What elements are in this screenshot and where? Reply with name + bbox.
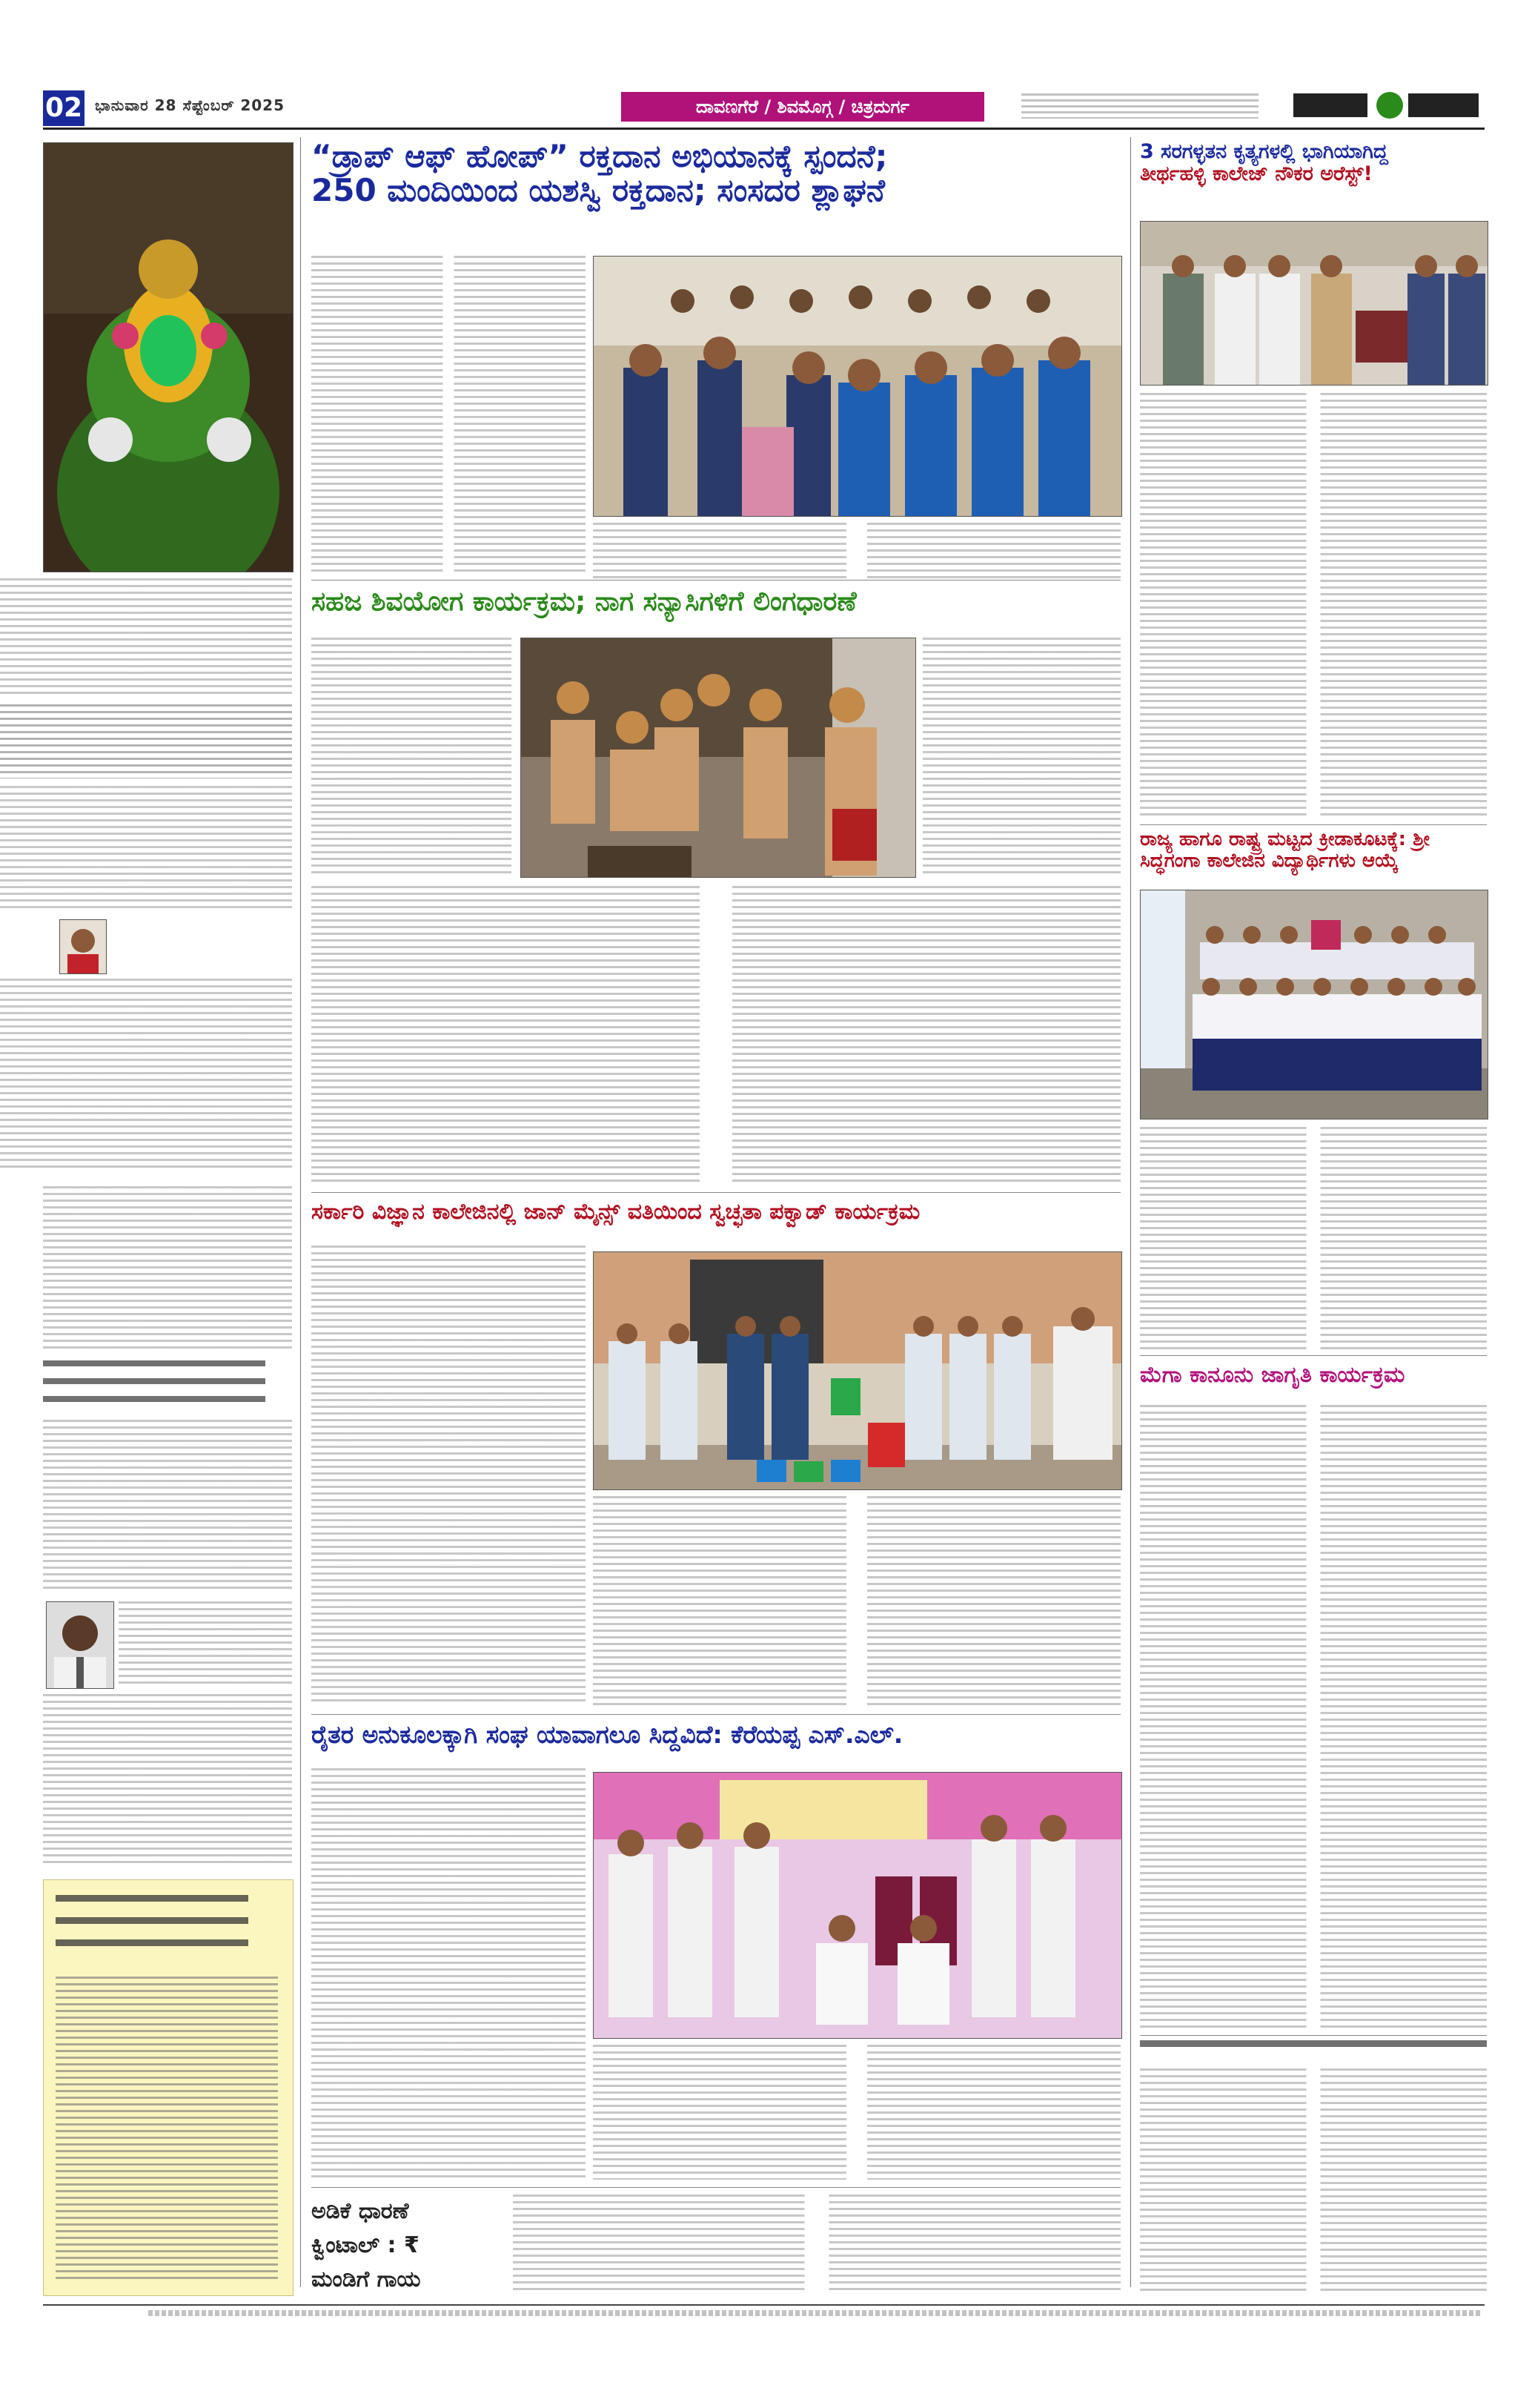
left-article-text-2 [0, 704, 292, 778]
headline-line: 3 ಸರಗಳ್ಳತನ ಕೃತ್ಯಗಳಲ್ಲಿ ಭಾಗಿಯಾಗಿದ್ದ [1140, 140, 1388, 163]
section-rule [1140, 2035, 1487, 2036]
left-article-text-3 [0, 786, 292, 912]
headline-line: “ಡ್ರಾಪ್ ಆಫ್ ಹೋಪ್” ರಕ್ತದಾನ ಅಭಿಯಾನಕ್ಕೆ ಸ್ಪಂದನೆ; [311, 138, 888, 174]
section-rule [1140, 824, 1487, 825]
person-portrait-1 [59, 919, 107, 974]
blood-donation-text [311, 256, 586, 575]
yellow-sidebar-box [43, 1879, 294, 2296]
team-photo-icon [1141, 890, 1488, 1119]
legal-awareness-text [1140, 1405, 1487, 2028]
section-rule [311, 1714, 1121, 1715]
naga-sadhu-photo [520, 638, 916, 878]
left-article-text-1 [0, 578, 292, 697]
headline-line: 250 ಮಂದಿಯಿಂದ ಯಶಸ್ವಿ ರಕ್ತದಾನ; ಸಂಸದರ ಶ್ಲಾಘನೆ [311, 172, 885, 209]
farmers-meeting-photo [593, 1772, 1122, 2039]
masthead-right-text [1021, 93, 1259, 119]
police-arrest-photo [1140, 221, 1488, 386]
left-article-text-4 [0, 979, 292, 1171]
arrest-headline [1140, 141, 1488, 185]
shivayoga-text-3 [311, 886, 1121, 1182]
legal-awareness-headline: ಮೆಗಾ ಕಾನೂನು ಜಾಗೃತಿ ಕಾರ್ಯಕ್ರಮ [1140, 1362, 1405, 1388]
shivayoga-text-1 [311, 638, 511, 875]
farmers-text-2 [593, 2045, 1121, 2180]
region-tag: ದಾವಣಗೆರೆ / ಶಿವಮೊಗ್ಗ / ಚಿತ್ರದುರ್ಗ [621, 92, 984, 122]
date-line: ಭಾನುವಾರ 28 ಸೆಪ್ಟೆಂಬರ್ 2025 [95, 96, 285, 114]
footer-rule [43, 2304, 1485, 2306]
left-article-text-8 [43, 1694, 292, 1865]
arrest-text [1140, 393, 1487, 819]
sadhu-photo-icon [521, 638, 915, 877]
right-bottom-subheadline [1140, 2040, 1487, 2060]
left-article-text-6 [43, 1420, 292, 1590]
headline-line: ರಾಜ್ಯ ಹಾಗೂ ರಾಷ್ಟ್ರ ಮಟ್ಟದ ಕ್ರೀಡಾಕೂಟಕ್ಕೆ: ಶ್ರೀ [1140, 828, 1430, 850]
column-rule-right [1130, 137, 1131, 2287]
shivayoga-headline: ಸಹಜ ಶಿವಯೋಗ ಕಾರ್ಯಕ್ರಮ; ನಾಗ ಸನ್ಯಾಸಿಗಳಿಗೆ ಲಿಂಗಧಾರಣೆ [311, 586, 857, 617]
swachhata-event-photo [593, 1251, 1122, 1490]
section-rule [311, 1192, 1121, 1193]
section-rule [1140, 1355, 1487, 1356]
bottom-center-text [513, 2194, 1121, 2295]
portrait-icon [60, 920, 106, 973]
info-line: ಮಂಡಿಗೆ ಗಾಯ [311, 2266, 421, 2292]
masthead-rule [43, 128, 1485, 130]
swachhata-text-2 [593, 1496, 1121, 1705]
info-line: ಅಡಿಕೆ ಧಾರಣೆ [311, 2198, 409, 2224]
college-sports-team-photo [1140, 890, 1488, 1119]
column-rule-left [300, 137, 301, 2287]
footer-imprint [148, 2310, 1482, 2316]
meeting-photo-icon [594, 1773, 1121, 2038]
person-portrait-2 [46, 1601, 114, 1689]
logo-icon [1293, 89, 1479, 122]
shivayoga-text-2 [923, 638, 1121, 875]
temple-deity-photo [43, 142, 294, 572]
farmers-text-1 [311, 1768, 586, 2180]
newspaper-logo [1293, 89, 1479, 122]
blood-donation-group-photo [593, 256, 1122, 517]
headline-line: ಸಿದ್ಧಗಂಗಾ ಕಾಲೇಜಿನ ವಿದ್ಯಾರ್ಥಿಗಳು ಆಯ್ಕೆ [1140, 849, 1399, 872]
left-subheadline-block [43, 1360, 265, 1412]
blood-donation-text-2 [593, 523, 1121, 578]
portrait-icon [47, 1602, 113, 1688]
bottom-info-box [311, 2194, 505, 2298]
event-photo-icon [594, 1252, 1121, 1489]
sports-text [1140, 1127, 1487, 1349]
sports-headline [1140, 829, 1488, 871]
farmers-headline: ರೈತರ ಅನುಕೂಲಕ್ಕಾಗಿ ಸಂಘ ಯಾವಾಗಲೂ ಸಿದ್ದವಿದೆ: ಕೆರೆಯಪ್ಪ ಎಸ್.ಎಲ್. [311, 1720, 903, 1749]
swachhata-text-1 [311, 1246, 586, 1705]
right-bottom-text [1140, 2068, 1487, 2295]
headline-line: ತೀರ್ಥಹಳ್ಳಿ ಕಾಲೇಜ್ ನೌಕರ ಅರೆಸ್ಟ್! [1140, 162, 1373, 185]
page-number-badge [43, 90, 84, 126]
yellow-box-text [56, 1977, 278, 2280]
swachhata-headline: ಸರ್ಕಾರಿ ವಿಜ್ಞಾನ ಕಾಲೇಜಿನಲ್ಲಿ ಜಾನ್ ಮೈನ್ಸ್ ವತಿಯಿಂದ ಸ್ವಚ್ಛತಾ ಪಕ್ವಾಡ್ ಕಾರ್ಯಕ್ರಮ [311, 1199, 921, 1225]
left-article-text-7 [119, 1601, 292, 1687]
police-photo-icon [1141, 222, 1488, 385]
info-line: ಕ್ವಿಂಟಾಲ್ : ₹ [311, 2232, 420, 2258]
blood-donation-headline [311, 139, 1123, 208]
section-rule [311, 2187, 1121, 2188]
page-number: 02 [44, 93, 83, 123]
left-article-text-5 [43, 1186, 292, 1349]
group-photo-icon [594, 257, 1121, 516]
yellow-box-heading [56, 1895, 248, 1962]
deity-image-icon [44, 143, 293, 572]
